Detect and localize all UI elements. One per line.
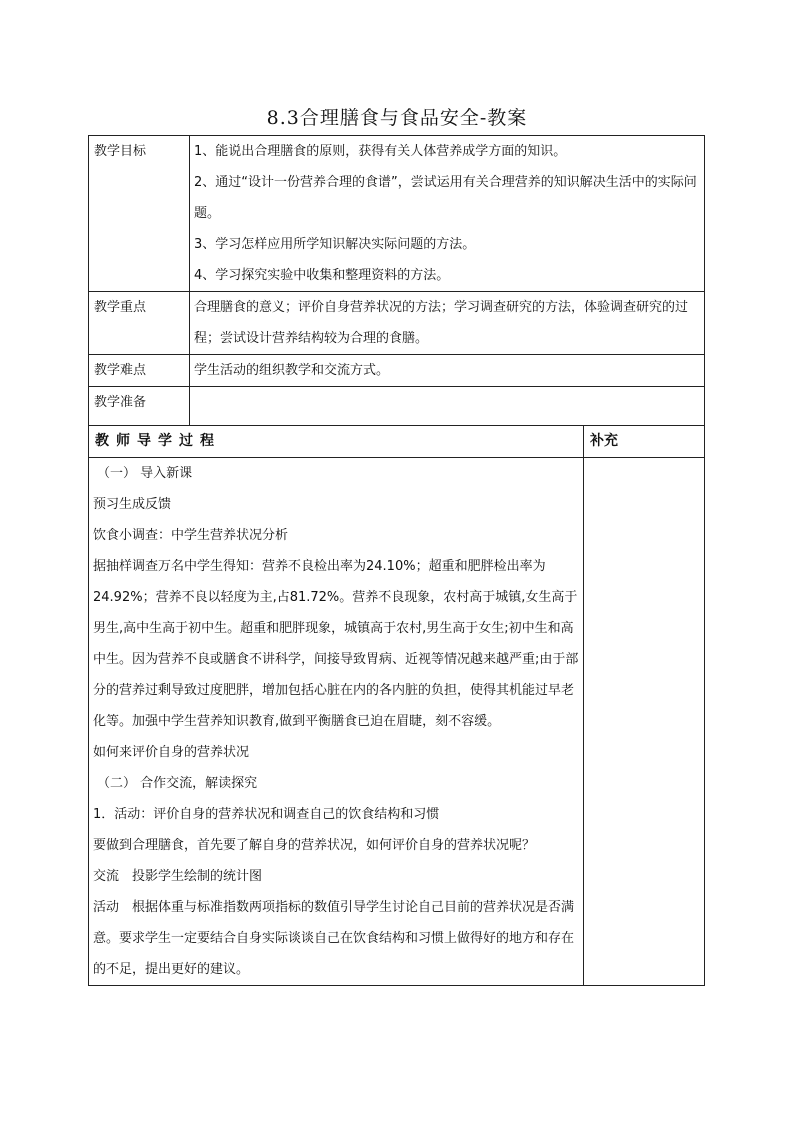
- goals-label: 教学目标: [89, 136, 190, 292]
- paragraph: 如何来评价自身的营养状况: [93, 745, 250, 760]
- preparation-label: 教学准备: [89, 387, 190, 426]
- key-points-row: [89, 292, 705, 355]
- goal-item: 3、学习怎样应用所学知识解决实际问题的方法。: [194, 237, 476, 252]
- paragraph: 预习生成反馈: [93, 497, 172, 512]
- difficulties-label: 教学难点: [89, 355, 190, 387]
- goals-row: [89, 136, 705, 292]
- preparation-content: [190, 387, 705, 426]
- paragraph: 交流 投影学生绘制的统计图: [93, 869, 263, 884]
- key-points-label: 教学重点: [89, 292, 190, 355]
- document-title: 8.3合理膳食与食品安全-教案: [266, 107, 528, 129]
- process-header-row: [89, 426, 705, 458]
- key-points-content: 合理膳食的意义；评价自身营养状况的方法；学习调查研究的方法，体验调查研究的过程；尝试设计营养结构较为合理的食膳。: [190, 292, 705, 355]
- lesson-plan-table: [88, 135, 705, 986]
- supplement-header: 补充: [584, 426, 705, 458]
- process-header: 教师导学过程: [89, 426, 584, 458]
- paragraph: 活动 根据体重与标准指数两项指标的数值引导学生讨论自己目前的营养状况是否满意。要求学生一定要结合自身实际谈谈自己在饮食结构和习惯上做得好的地方和存在的不足，提出更好的建议。: [93, 900, 575, 977]
- difficulties-row: [89, 355, 705, 387]
- paragraph: 要做到合理膳食，首先要了解自身的营养状况，如何评价自身的营养状况呢？: [93, 838, 536, 853]
- paragraph: 饮食小调查：中学生营养状况分析: [93, 528, 289, 543]
- preparation-row: [89, 387, 705, 426]
- paragraph: 据抽样调查万名中学生得知：营养不良检出率为24.10%；超重和肥胖检出率为24.92%；营养不良以轻度为主,占81.72%。营养不良现象，农村高于城镇,女生高于男生,高中生高于初中生。超重和肥胖现象，城镇高于农村,男生高于女生;初中生和高中生。因为营养不良或膳食不讲科学，间接导致胃病、近视等情况越来越严重;由于部分的营养过剩导致过度肥胖，增加包括心脏在内的各内脏的负担，使得其机能过早老化等。加强中学生营养知识教育,做到平衡膳食已迫在眉睫，刻不容缓。: [93, 559, 579, 729]
- goal-item: 2、通过“设计一份营养合理的食谱”，尝试运用有关合理营养的知识解决生活中的实际问题。: [194, 175, 697, 221]
- difficulties-content: 学生活动的组织教学和交流方式。: [190, 355, 705, 387]
- process-body-row: [89, 458, 705, 986]
- section-heading: （一） 导入新课: [97, 466, 193, 481]
- goal-item: 4、学习探究实验中收集和整理资料的方法。: [194, 268, 450, 283]
- paragraph: 1．活动：评价自身的营养状况和调查自己的饮食结构和习惯: [93, 807, 440, 822]
- section-heading: （二） 合作交流，解读探究: [97, 776, 258, 791]
- goal-item: 1、能说出合理膳食的原则，获得有关人体营养成学方面的知识。: [194, 144, 567, 159]
- process-content: [89, 458, 584, 986]
- supplement-content: [584, 458, 705, 986]
- goals-content: [190, 136, 705, 292]
